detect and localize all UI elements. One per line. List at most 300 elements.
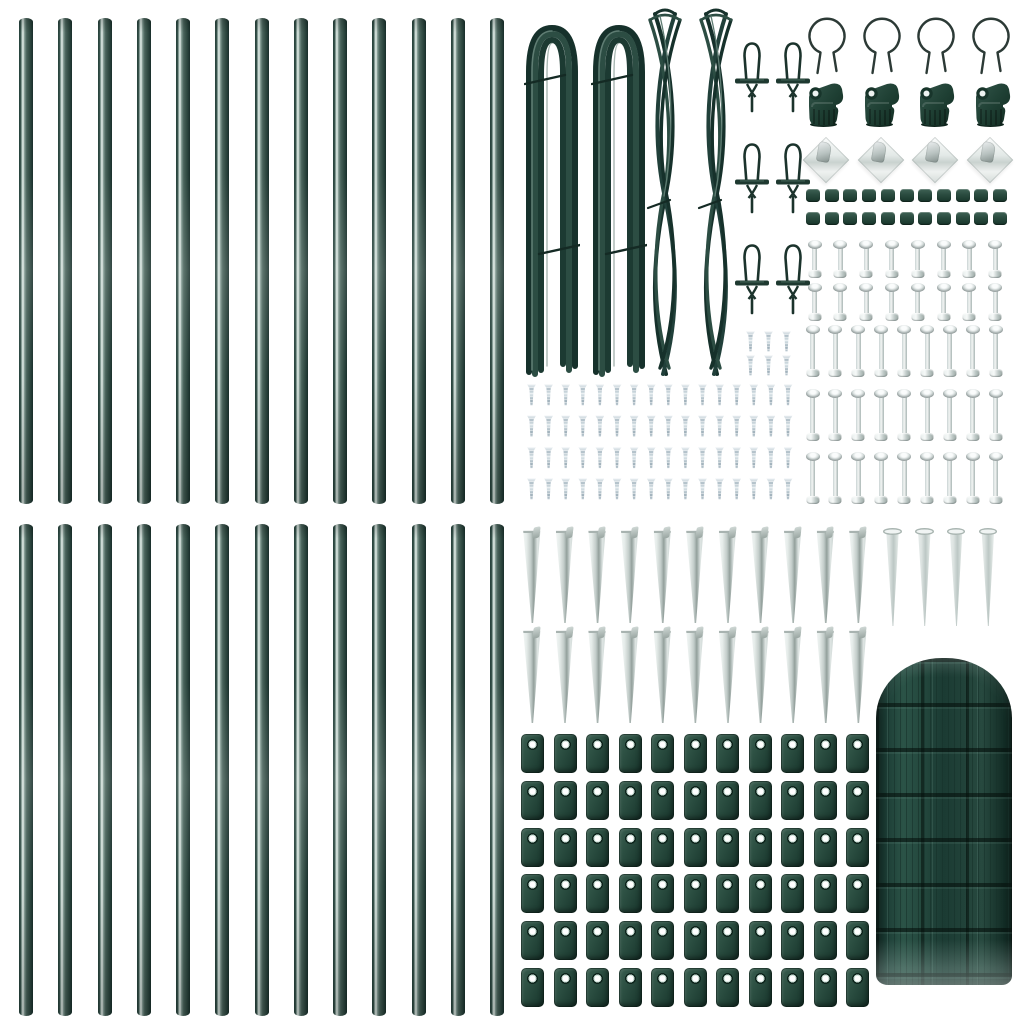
mesh-fixing-clip <box>846 968 869 1007</box>
screw <box>749 384 758 406</box>
ground-spike <box>782 628 804 724</box>
fence-post <box>451 18 465 504</box>
fence-post <box>333 524 347 1016</box>
ring-hook <box>915 16 957 76</box>
screw <box>647 384 656 406</box>
mesh-fixing-clip <box>716 828 739 867</box>
mesh-fixing-clip <box>651 781 674 820</box>
mesh-fixing-clip <box>554 874 577 913</box>
ground-spike <box>619 628 641 724</box>
screw <box>544 415 553 437</box>
mesh-fixing-clip <box>651 968 674 1007</box>
screw <box>746 355 755 376</box>
fence-post <box>294 18 308 504</box>
long-bolt <box>851 452 866 504</box>
screw <box>784 478 793 500</box>
fence-post <box>412 524 426 1016</box>
twisted-wire-coil <box>642 8 688 380</box>
spike-cone <box>814 628 836 724</box>
ring-hook <box>861 16 903 76</box>
mesh-fixing-clip <box>586 828 609 867</box>
small-mesh-clip <box>862 212 876 225</box>
screw <box>664 384 673 406</box>
short-bolt <box>833 240 848 278</box>
screw <box>613 478 622 500</box>
mesh-fixing-clip <box>554 781 577 820</box>
mesh-fixing-clip <box>749 828 772 867</box>
twisted-coil-shape <box>693 8 739 380</box>
screw <box>749 415 758 437</box>
long-bolt <box>965 452 980 504</box>
long-bolt <box>805 389 820 441</box>
screw <box>766 384 775 406</box>
screw <box>764 331 773 352</box>
screw <box>764 355 773 376</box>
small-mesh-clip <box>937 212 951 225</box>
long-bolt <box>942 325 957 377</box>
sleeve-spike-rim <box>915 528 933 535</box>
wire-tensioner-hook <box>734 38 770 114</box>
long-bolt <box>920 452 935 504</box>
mesh-fixing-clip <box>749 734 772 773</box>
mesh-fixing-clip <box>749 781 772 820</box>
mesh-fixing-clip <box>521 781 544 820</box>
fence-post <box>490 524 504 1016</box>
long-bolt <box>828 325 843 377</box>
short-bolt <box>884 283 899 321</box>
screw <box>698 415 707 437</box>
fence-post <box>58 18 72 504</box>
mesh-fixing-clip <box>521 921 544 960</box>
mesh-fixing-clip <box>619 734 642 773</box>
spike-cone <box>749 628 771 724</box>
mesh-fixing-clip <box>716 781 739 820</box>
mesh-fixing-clip <box>781 781 804 820</box>
twisted-wire-coil <box>693 8 739 380</box>
mesh-fixing-clip <box>846 781 869 820</box>
long-bolt <box>897 325 912 377</box>
spike-cone <box>586 628 608 724</box>
long-bolt <box>920 389 935 441</box>
mesh-fixing-clip <box>651 734 674 773</box>
spike-cone <box>651 628 673 724</box>
mesh-fixing-clip <box>716 968 739 1007</box>
short-bolt <box>859 240 874 278</box>
post-cap <box>970 80 1012 127</box>
ring-hook-shape <box>915 16 957 76</box>
clamp-plate <box>802 140 850 180</box>
screw <box>698 447 707 469</box>
mesh-fixing-clip <box>554 734 577 773</box>
small-mesh-clip <box>900 212 914 225</box>
screw <box>749 478 758 500</box>
mesh-fixing-clip <box>619 874 642 913</box>
screw <box>681 447 690 469</box>
small-mesh-clip <box>900 189 914 202</box>
short-bolt <box>962 283 977 321</box>
long-bolt <box>805 452 820 504</box>
small-mesh-clip <box>974 212 988 225</box>
ground-spike <box>619 528 641 624</box>
small-mesh-clip <box>956 212 970 225</box>
mesh-fixing-clip <box>846 874 869 913</box>
mesh-fixing-clip <box>749 874 772 913</box>
ground-spike <box>651 628 673 724</box>
short-bolt <box>936 240 951 278</box>
ground-spike <box>554 528 576 624</box>
screw <box>732 415 741 437</box>
mesh-fixing-clip <box>554 921 577 960</box>
long-bolt <box>897 389 912 441</box>
twisted-coil-shape <box>642 8 688 380</box>
screw <box>715 384 724 406</box>
screw <box>544 478 553 500</box>
screw <box>784 447 793 469</box>
screw <box>698 384 707 406</box>
sleeve-spike <box>914 528 935 626</box>
screw <box>647 478 656 500</box>
spike-cone <box>619 628 641 724</box>
short-bolt <box>884 240 899 278</box>
screw <box>527 384 536 406</box>
screw <box>732 478 741 500</box>
mesh-fixing-clip <box>586 874 609 913</box>
hairpin-coil-shape <box>524 14 580 380</box>
mesh-fixing-clip <box>846 828 869 867</box>
short-bolt <box>962 240 977 278</box>
screw <box>630 447 639 469</box>
ring-hook-shape <box>806 16 848 76</box>
screw <box>630 478 639 500</box>
screw <box>561 478 570 500</box>
screw <box>630 415 639 437</box>
mesh-fixing-clip <box>651 828 674 867</box>
screw <box>613 447 622 469</box>
small-mesh-clip <box>918 212 932 225</box>
post-cap <box>914 80 956 127</box>
fence-post <box>176 524 190 1016</box>
mesh-fixing-clip <box>814 781 837 820</box>
screw <box>782 331 791 352</box>
short-bolt <box>910 240 925 278</box>
clamp-plate <box>966 140 1014 180</box>
post-cap-shape <box>803 80 845 127</box>
screw <box>544 447 553 469</box>
small-mesh-clip <box>881 212 895 225</box>
fence-post <box>215 18 229 504</box>
ground-spike <box>586 628 608 724</box>
screw <box>595 447 604 469</box>
tensioner-shape <box>734 38 770 114</box>
long-bolt <box>920 325 935 377</box>
short-bolt <box>807 240 822 278</box>
screw <box>647 415 656 437</box>
spike-cone <box>782 528 804 624</box>
screw <box>664 415 673 437</box>
long-bolt <box>874 389 889 441</box>
long-bolt <box>828 452 843 504</box>
short-bolt <box>988 283 1003 321</box>
mesh-fixing-clip <box>521 874 544 913</box>
small-mesh-clip <box>843 212 857 225</box>
hairpin-wire-coil <box>591 14 647 380</box>
long-bolt <box>874 325 889 377</box>
long-bolt <box>942 389 957 441</box>
long-bolt <box>988 389 1003 441</box>
ring-hook-shape <box>861 16 903 76</box>
screw <box>766 447 775 469</box>
screw <box>766 415 775 437</box>
hairpin-wire-coil <box>524 14 580 380</box>
screw <box>613 384 622 406</box>
screw <box>527 478 536 500</box>
small-mesh-clip <box>862 189 876 202</box>
screw <box>578 447 587 469</box>
spike-cone <box>749 528 771 624</box>
wire-mesh-roll <box>876 658 1012 985</box>
ground-spike <box>586 528 608 624</box>
post-cap-shape <box>859 80 901 127</box>
mesh-fixing-clip <box>521 734 544 773</box>
mesh-fixing-clip <box>684 734 707 773</box>
sleeve-spike-body <box>946 531 967 626</box>
ground-spike <box>554 628 576 724</box>
mesh-fixing-clip <box>814 921 837 960</box>
screw <box>784 415 793 437</box>
mesh-fixing-clip <box>684 828 707 867</box>
small-mesh-clip <box>825 189 839 202</box>
mesh-fixing-clip <box>651 874 674 913</box>
small-mesh-clip <box>806 212 820 225</box>
hairpin-coil-shape <box>591 14 647 380</box>
screw <box>664 478 673 500</box>
fence-post <box>255 524 269 1016</box>
mesh-fixing-clip <box>619 968 642 1007</box>
tensioner-shape <box>734 139 770 215</box>
ground-spike <box>717 528 739 624</box>
wire-tensioner-hook <box>775 240 811 316</box>
sleeve-spike-body <box>914 531 935 626</box>
spike-cone <box>684 628 706 724</box>
short-bolt <box>859 283 874 321</box>
fence-post <box>19 524 33 1016</box>
screw <box>715 478 724 500</box>
screw <box>595 384 604 406</box>
mesh-fixing-clip <box>781 828 804 867</box>
mesh-fixing-clip <box>749 968 772 1007</box>
long-bolt <box>897 452 912 504</box>
ground-spike <box>782 528 804 624</box>
clamp-plate <box>857 140 905 180</box>
ring-hook-shape <box>970 16 1012 76</box>
ground-spike <box>847 528 869 624</box>
fence-post <box>294 524 308 1016</box>
screw <box>766 478 775 500</box>
mesh-fixing-clip <box>684 968 707 1007</box>
screw <box>561 415 570 437</box>
sleeve-spike-rim <box>883 528 901 535</box>
mesh-fixing-clip <box>619 828 642 867</box>
small-mesh-clip <box>993 189 1007 202</box>
ground-spike <box>749 528 771 624</box>
short-bolt <box>833 283 848 321</box>
fence-post <box>255 18 269 504</box>
post-cap-shape <box>914 80 956 127</box>
ground-spike <box>749 628 771 724</box>
long-bolt <box>828 389 843 441</box>
screw <box>578 384 587 406</box>
small-mesh-clip <box>956 189 970 202</box>
fence-post <box>98 524 112 1016</box>
small-mesh-clip <box>825 212 839 225</box>
spike-cone <box>521 628 543 724</box>
mesh-fixing-clip <box>521 968 544 1007</box>
mesh-fixing-clip <box>586 781 609 820</box>
small-mesh-clip <box>937 189 951 202</box>
ground-spike <box>684 528 706 624</box>
wire-tensioner-hook <box>734 139 770 215</box>
small-mesh-clip <box>974 189 988 202</box>
ground-spike <box>651 528 673 624</box>
long-bolt <box>874 452 889 504</box>
spike-cone <box>651 528 673 624</box>
screw <box>561 384 570 406</box>
mesh-fixing-clip <box>586 734 609 773</box>
spike-cone <box>717 528 739 624</box>
long-bolt <box>942 452 957 504</box>
screw <box>527 415 536 437</box>
long-bolt <box>851 389 866 441</box>
spike-cone <box>619 528 641 624</box>
spike-cone <box>554 528 576 624</box>
clamp-plate <box>911 140 959 180</box>
sleeve-spike <box>946 528 967 626</box>
fence-post <box>98 18 112 504</box>
sleeve-spike-rim <box>947 528 965 535</box>
sleeve-spike-body <box>977 531 998 626</box>
small-mesh-clip <box>881 189 895 202</box>
screw <box>561 447 570 469</box>
spike-cone <box>521 528 543 624</box>
ground-spike <box>814 628 836 724</box>
screw <box>782 355 791 376</box>
screw <box>527 447 536 469</box>
screw <box>698 478 707 500</box>
mesh-fixing-clip <box>781 874 804 913</box>
fence-post <box>372 18 386 504</box>
fence-post <box>451 524 465 1016</box>
fence-post <box>176 18 190 504</box>
screw <box>647 447 656 469</box>
post-cap <box>859 80 901 127</box>
screw <box>544 384 553 406</box>
fence-post <box>58 524 72 1016</box>
long-bolt <box>965 389 980 441</box>
small-mesh-clip <box>993 212 1007 225</box>
post-cap-shape <box>970 80 1012 127</box>
screw <box>578 478 587 500</box>
long-bolt <box>988 325 1003 377</box>
long-bolt <box>805 325 820 377</box>
mesh-fixing-clip <box>781 734 804 773</box>
spike-cone <box>684 528 706 624</box>
long-bolt <box>988 452 1003 504</box>
fence-post <box>372 524 386 1016</box>
small-mesh-clip <box>806 189 820 202</box>
short-bolt <box>936 283 951 321</box>
mesh-fixing-clip <box>684 874 707 913</box>
mesh-fixing-clip <box>684 781 707 820</box>
mesh-fixing-clip <box>684 921 707 960</box>
screw <box>630 384 639 406</box>
spike-cone <box>554 628 576 724</box>
spike-cone <box>847 528 869 624</box>
mesh-fixing-clip <box>554 828 577 867</box>
screw <box>715 415 724 437</box>
mesh-fixing-clip <box>651 921 674 960</box>
screw <box>746 331 755 352</box>
fence-post <box>412 18 426 504</box>
ground-spike <box>847 628 869 724</box>
fence-post <box>215 524 229 1016</box>
mesh-fixing-clip <box>716 734 739 773</box>
mesh-fixing-clip <box>619 781 642 820</box>
mesh-fixing-clip <box>846 734 869 773</box>
fence-post <box>137 18 151 504</box>
mesh-fixing-clip <box>554 968 577 1007</box>
short-bolt <box>910 283 925 321</box>
screw <box>784 384 793 406</box>
mesh-fixing-clip <box>749 921 772 960</box>
screw <box>749 447 758 469</box>
screw <box>681 415 690 437</box>
wire-tensioner-hook <box>734 240 770 316</box>
spike-cone <box>586 528 608 624</box>
mesh-fixing-clip <box>814 968 837 1007</box>
mesh-fixing-clip <box>716 921 739 960</box>
ground-spike <box>521 528 543 624</box>
mesh-fixing-clip <box>619 921 642 960</box>
mesh-fixing-clip <box>716 874 739 913</box>
long-bolt <box>851 325 866 377</box>
ring-hook <box>806 16 848 76</box>
small-mesh-clip <box>918 189 932 202</box>
ground-spike <box>717 628 739 724</box>
screw <box>595 478 604 500</box>
spike-cone <box>782 628 804 724</box>
screw <box>732 384 741 406</box>
sleeve-spike <box>882 528 903 626</box>
tensioner-shape <box>734 240 770 316</box>
screw <box>732 447 741 469</box>
spike-cone <box>717 628 739 724</box>
mesh-fixing-clip <box>586 968 609 1007</box>
sleeve-spike <box>977 528 998 626</box>
fence-post <box>137 524 151 1016</box>
mesh-fixing-clip <box>521 828 544 867</box>
ground-spike <box>521 628 543 724</box>
fence-post <box>19 18 33 504</box>
fence-post <box>490 18 504 504</box>
mesh-fixing-clip <box>846 921 869 960</box>
long-bolt <box>965 325 980 377</box>
ground-spike <box>684 628 706 724</box>
mesh-fixing-clip <box>586 921 609 960</box>
small-mesh-clip <box>843 189 857 202</box>
screw <box>681 478 690 500</box>
screw <box>664 447 673 469</box>
screw <box>613 415 622 437</box>
